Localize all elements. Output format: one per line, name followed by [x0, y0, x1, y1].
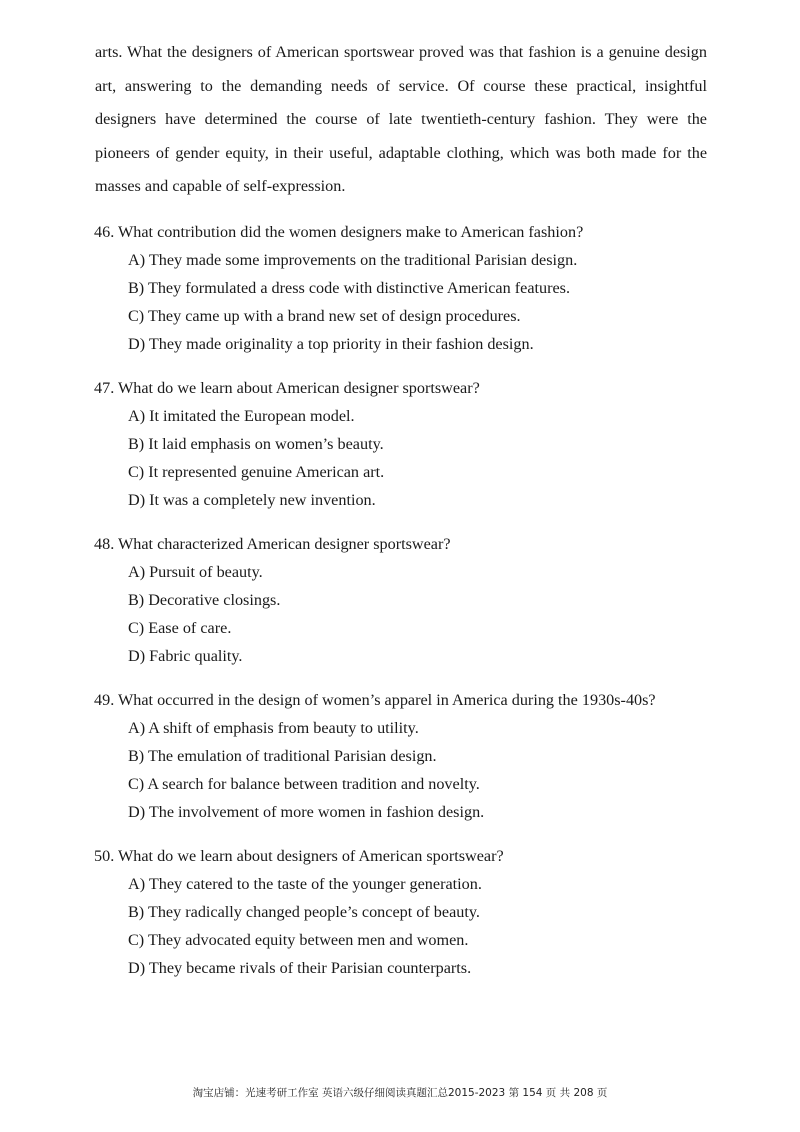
- answer-options: [94, 870, 714, 982]
- question-50: [94, 842, 714, 982]
- option-a: A) They made some improvements on the traditional Parisian design.: [128, 251, 578, 269]
- option-a: A) It imitated the European model.: [128, 407, 355, 425]
- option-d: D) They made originality a top priority in their fashion design.: [128, 335, 534, 353]
- answer-options: [94, 714, 714, 826]
- option-b: B) The emulation of traditional Parisian design.: [128, 747, 437, 765]
- option-b: B) It laid emphasis on women’s beauty.: [128, 435, 384, 453]
- option-a: A) A shift of emphasis from beauty to utility.: [128, 719, 419, 737]
- option-d: D) Fabric quality.: [128, 647, 243, 665]
- question-stem: 47. What do we learn about American designer sportswear?: [94, 379, 480, 397]
- option-c: C) They came up with a brand new set of design procedures.: [128, 307, 521, 325]
- answer-options: [94, 246, 714, 358]
- option-c: C) Ease of care.: [128, 619, 232, 637]
- question-stem: 49. What occurred in the design of women’s apparel in America during the 1930s-40s?: [94, 691, 656, 709]
- answer-options: [94, 402, 714, 514]
- question-49: [94, 686, 714, 826]
- question-list: [94, 218, 714, 998]
- passage-paragraph: arts. What the designers of American sportswear proved was that fashion is a genuine design art, answering to the demanding needs of service. Of course these practical, insightful designers have determined the course of late twentieth-century fashion. They were the pioneers of gender equity, in their useful, adaptable clothing, which was both made for the masses and capable of self-expression.: [95, 43, 707, 195]
- option-b: B) They formulated a dress code with distinctive American features.: [128, 279, 571, 297]
- option-d: D) The involvement of more women in fashion design.: [128, 803, 485, 821]
- option-c: C) It represented genuine American art.: [128, 463, 385, 481]
- question-46: [94, 218, 714, 358]
- page-footer: 淘宝店铺：光速考研工作室 英语六级仔细阅读真题汇总2015-2023 第 154 页 共 208 页: [192, 1087, 608, 1099]
- question-stem: 50. What do we learn about designers of American sportswear?: [94, 847, 504, 865]
- option-c: C) They advocated equity between men and women.: [128, 931, 469, 949]
- option-a: A) Pursuit of beauty.: [128, 563, 263, 581]
- option-d: D) It was a completely new invention.: [128, 491, 376, 509]
- answer-options: [94, 558, 714, 670]
- option-c: C) A search for balance between tradition and novelty.: [128, 775, 480, 793]
- question-stem: 46. What contribution did the women designers make to American fashion?: [94, 223, 584, 241]
- option-d: D) They became rivals of their Parisian counterparts.: [128, 959, 472, 977]
- option-a: A) They catered to the taste of the younger generation.: [128, 875, 482, 893]
- option-b: B) They radically changed people’s concept of beauty.: [128, 903, 480, 921]
- option-b: B) Decorative closings.: [128, 591, 281, 609]
- question-47: [94, 374, 714, 514]
- question-48: [94, 530, 714, 670]
- question-stem: 48. What characterized American designer sportswear?: [94, 535, 451, 553]
